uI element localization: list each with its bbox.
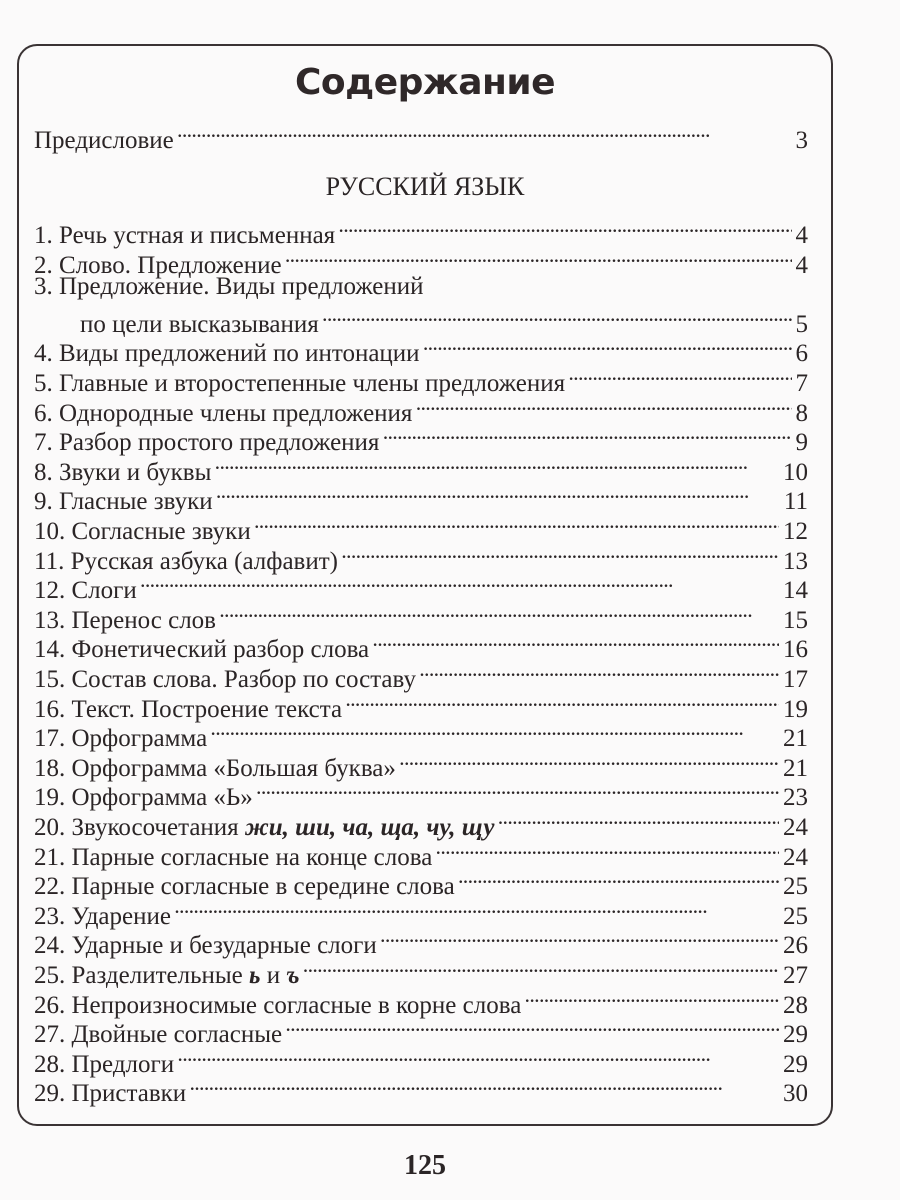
entry-page: 11	[783, 488, 808, 516]
entry-page: 9	[795, 429, 808, 457]
toc-entry[interactable]	[34, 716, 808, 753]
entry-text: Звукосочетания	[71, 814, 245, 841]
dot-leader	[141, 568, 779, 598]
entry-page: 25	[783, 873, 808, 901]
entry-text: Непроизносимые согласные в корне слова	[71, 991, 522, 1019]
dot-leader	[257, 775, 779, 805]
toc-entry[interactable]	[34, 746, 808, 782]
entry-text: Двойные согласные	[71, 1021, 283, 1049]
entry-number: 4.	[34, 340, 53, 368]
entry-page: 14	[783, 577, 808, 605]
entry-number: 9.	[34, 488, 53, 516]
toc-entry[interactable]	[34, 864, 808, 901]
toc-entry[interactable]	[34, 775, 808, 812]
entry-text: Текст. Построение текста	[71, 695, 343, 723]
entry-text: Орфограмма «Большая буква»	[71, 754, 396, 782]
entry-emphasis: жи, ши, ча, ща, чу, щу	[244, 814, 495, 841]
entry-text: Слово. Предложение	[59, 251, 282, 279]
entry-text: Звуки и буквы	[59, 458, 212, 486]
entry-number: 14.	[34, 636, 66, 664]
dot-leader	[178, 1042, 779, 1072]
dot-leader	[383, 420, 791, 450]
toc-entry[interactable]	[34, 627, 808, 664]
dot-leader	[304, 953, 779, 983]
entry-page: 15	[783, 606, 808, 634]
dot-leader	[416, 391, 791, 421]
entry-number: 10.	[34, 518, 66, 545]
entry-number: 1.	[34, 222, 53, 249]
dot-leader	[286, 1012, 779, 1042]
entry-number: 3.	[34, 273, 53, 301]
entry-page: 29	[783, 1050, 808, 1078]
entry-text: Ударные и безударные слоги	[71, 932, 377, 960]
dot-leader	[420, 657, 779, 687]
toc-entry[interactable]	[34, 213, 808, 249]
entry-page: 26	[783, 932, 808, 960]
entry-page: 10	[783, 458, 808, 486]
toc-entry[interactable]	[34, 953, 808, 989]
entry-number: 28.	[34, 1050, 66, 1078]
page-title: Содержание	[294, 62, 556, 103]
toc-entry[interactable]	[34, 450, 808, 486]
entry-page: 25	[783, 902, 808, 930]
entry-text: Русская азбука (алфавит)	[70, 547, 338, 575]
toc-entry[interactable]	[34, 1042, 808, 1078]
entry-page: 17	[783, 666, 808, 693]
entry-text: Ударение	[71, 902, 171, 930]
entry-number: 21.	[34, 843, 66, 871]
dot-leader	[346, 687, 779, 717]
dot-leader	[323, 302, 792, 332]
entry-text: Состав слова. Разбор по составу	[71, 666, 416, 693]
toc-entry[interactable]	[34, 657, 808, 693]
entry-number: 12.	[34, 577, 66, 605]
entry-text: Орфограмма	[71, 725, 208, 753]
entry-page: 21	[783, 725, 808, 753]
entry-number: 2.	[34, 251, 53, 279]
entry-number: 20.	[34, 814, 66, 841]
entry-number: 17.	[34, 725, 66, 753]
toc-entry[interactable]	[34, 835, 808, 871]
dot-leader	[400, 746, 779, 776]
entry-text: Речь устная и письменная	[59, 222, 336, 249]
entry-number: 24.	[34, 932, 66, 960]
entry-text: Перенос слов	[71, 606, 216, 634]
entry-text: Предложение. Виды предложений	[59, 273, 424, 301]
entry-text-continued: по цели высказывания	[80, 310, 319, 338]
dot-leader	[286, 243, 792, 273]
entry-page: 24	[783, 843, 808, 871]
entry-number: 22.	[34, 873, 66, 901]
toc-entry[interactable]	[34, 391, 808, 427]
entry-number: 27.	[34, 1021, 66, 1049]
entry-number: 25.	[34, 962, 66, 989]
toc-entry[interactable]	[34, 1012, 808, 1049]
entry-number: 26.	[34, 991, 66, 1019]
entry-text: Согласные звуки	[71, 518, 251, 545]
entry-page: 28	[783, 991, 808, 1019]
entry-emphasis: ъ	[286, 962, 300, 989]
toc-entry[interactable]	[34, 272, 808, 302]
entry-emphasis: ь	[249, 962, 261, 989]
entry-page: 4	[795, 251, 808, 279]
dot-leader	[215, 450, 779, 480]
entry-page: 13	[783, 547, 808, 575]
dot-leader	[178, 118, 792, 148]
dot-leader	[220, 598, 779, 628]
entry-text: Орфограмма «Ь»	[71, 784, 253, 812]
entry-page: 3	[795, 127, 808, 154]
dot-leader	[255, 509, 779, 539]
entry-page: 27	[783, 962, 808, 989]
entry-number: 5.	[34, 370, 53, 397]
entry-title	[34, 1079, 186, 1109]
entry-text: Фонетический разбор слова	[71, 636, 370, 664]
entry-page: 5	[795, 310, 808, 338]
toc-entry[interactable]	[34, 687, 808, 723]
section-heading: РУССКИЙ ЯЗЫК	[325, 172, 525, 201]
entry-page: 8	[795, 399, 808, 427]
toc-entry[interactable]	[34, 568, 808, 605]
entry-text: Приставки	[71, 1080, 187, 1108]
dot-leader	[436, 835, 779, 865]
dot-leader	[211, 716, 779, 746]
entry-number: 18.	[34, 754, 66, 782]
entry-number: 8.	[34, 458, 53, 486]
entry-page: 4	[795, 222, 808, 249]
entry-number: 7.	[34, 429, 53, 457]
dot-leader	[424, 331, 792, 361]
entry-text: Разбор простого предложения	[59, 429, 380, 457]
toc-entry[interactable]	[34, 479, 808, 516]
entry-text: Слоги	[71, 577, 137, 605]
dot-leader	[217, 479, 780, 509]
toc-entry[interactable]	[34, 598, 808, 634]
entry-number: 29.	[34, 1080, 66, 1108]
entry-page: 29	[783, 1021, 808, 1049]
toc-entry[interactable]	[34, 509, 808, 545]
entry-number: 23.	[34, 902, 66, 930]
toc-entry-continuation[interactable]	[34, 302, 808, 338]
entry-number: 16.	[34, 695, 66, 723]
entry-text: Виды предложений по интонации	[59, 340, 420, 368]
entry-page: 16	[783, 636, 808, 664]
entry-text-mid: и	[260, 962, 287, 989]
toc-entry[interactable]	[34, 539, 808, 575]
entry-number: 6.	[34, 399, 53, 427]
entry-title: Предисловие	[34, 127, 174, 154]
entry-page: 7	[795, 370, 808, 397]
dot-leader	[175, 894, 779, 924]
entry-page: 12	[783, 518, 808, 545]
dot-leader	[499, 805, 780, 835]
toc-entry[interactable]	[34, 983, 808, 1019]
entry-page: 6	[795, 340, 808, 368]
dot-leader	[190, 1071, 779, 1101]
dot-leader	[342, 539, 779, 569]
entry-page: 24	[783, 814, 808, 841]
dot-leader	[381, 923, 779, 953]
toc-entry[interactable]	[34, 243, 808, 279]
toc-entry[interactable]	[34, 420, 808, 457]
entry-page: 19	[783, 695, 808, 723]
toc-entry[interactable]	[34, 331, 808, 368]
dot-leader	[525, 983, 779, 1013]
toc-entry[interactable]	[34, 805, 808, 841]
entry-text: Парные согласные в середине слова	[71, 873, 455, 901]
entry-number: 15.	[34, 666, 66, 693]
toc-entry[interactable]	[34, 923, 808, 960]
page-number: 125	[404, 1150, 446, 1181]
dot-leader	[339, 213, 791, 243]
toc-entry-preface[interactable]	[34, 118, 808, 154]
entry-number: 11.	[34, 547, 65, 575]
entry-text: Предлоги	[71, 1050, 175, 1078]
entry-text: Гласные звуки	[59, 488, 213, 516]
entry-title	[34, 272, 424, 302]
toc-entry[interactable]	[34, 894, 808, 930]
dot-leader	[569, 361, 791, 391]
entry-text: Парные согласные на конце слова	[71, 843, 433, 871]
toc-entry[interactable]	[34, 1071, 808, 1108]
entry-number: 13.	[34, 606, 66, 634]
entry-page: 21	[783, 754, 808, 782]
dot-leader	[373, 627, 779, 657]
entry-text: Разделительные	[71, 962, 250, 989]
entry-text: Однородные члены предложения	[59, 399, 413, 427]
dot-leader	[459, 864, 779, 894]
entry-page: 30	[783, 1080, 808, 1108]
entry-number: 19.	[34, 784, 66, 812]
entry-page: 23	[783, 784, 808, 812]
toc-entry[interactable]	[34, 361, 808, 397]
entry-text: Главные и второстепенные члены предложения	[59, 370, 566, 397]
